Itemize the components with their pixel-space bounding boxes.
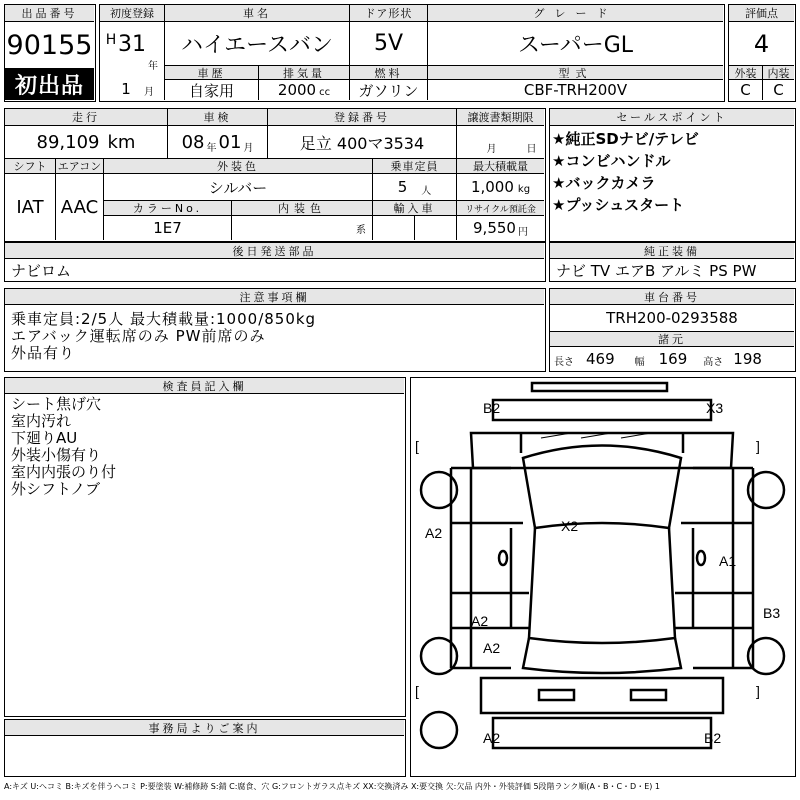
office-panel bbox=[4, 719, 406, 777]
mileage: 89,109 bbox=[36, 131, 100, 153]
mark-front-bumper-label: B2 bbox=[483, 400, 501, 416]
office-header: 事務局よりご案内 bbox=[5, 720, 404, 736]
later-parts-header: 後日発送部品 bbox=[5, 243, 544, 259]
mark-rear-right-label: B2 bbox=[704, 730, 722, 746]
first-reg-label: 初度登録 bbox=[100, 5, 164, 22]
vehicle-info-panel bbox=[99, 4, 725, 102]
roof bbox=[529, 528, 675, 643]
import-label: 輸入車 bbox=[372, 200, 456, 216]
color-no: 1E7 bbox=[103, 216, 231, 240]
inspector-line: 室内内張のり付 bbox=[11, 463, 117, 481]
genuine-equipment-value: ナビ TV エアB アルミ PS PW bbox=[556, 261, 757, 280]
inspector-panel bbox=[4, 377, 406, 717]
lot-number: 90155 bbox=[6, 29, 93, 61]
era-letter: H bbox=[105, 32, 117, 48]
genuine-equipment-header: 純正装備 bbox=[550, 243, 794, 259]
inspection-year-unit: 年 bbox=[206, 142, 217, 154]
inspection-month: 01 bbox=[218, 131, 242, 153]
grade-label: グレード bbox=[427, 5, 723, 22]
car-name: ハイエースバン bbox=[164, 22, 349, 65]
first-listing-badge: 初出品 bbox=[5, 68, 94, 100]
int-color-label: 内装色 bbox=[231, 200, 372, 216]
max-load-label: 最大積載量 bbox=[456, 158, 544, 174]
spare-wheel bbox=[421, 712, 457, 748]
capacity-label: 乗車定員 bbox=[372, 158, 456, 174]
color-no-label: カラーNo. bbox=[103, 200, 231, 216]
fuel: ガソリン bbox=[349, 80, 427, 100]
bracket-right-top: ] bbox=[756, 438, 760, 454]
sales-point: ★コンビハンドル bbox=[552, 152, 671, 170]
sales-points-list bbox=[552, 128, 699, 216]
shift: IAT bbox=[16, 196, 44, 218]
sales-points-header: セールスポイント bbox=[550, 109, 794, 126]
model: CBF-TRH200V bbox=[427, 80, 723, 100]
vehicle-diagram bbox=[410, 377, 796, 777]
ext-color-label: 外装色 bbox=[103, 158, 372, 174]
score-panel bbox=[728, 4, 796, 102]
mirror-right bbox=[697, 551, 705, 565]
dims-header: 諸元 bbox=[550, 331, 794, 347]
legend: A:キズ U:ヘコミ B:キズを伴うヘコミ P:要塗装 W:補修跡 S:錆 C:腐食、穴 G:フロントガラス点キズ XX:交換済み X:要交換 欠:欠品 内外・外装評価 5段階ランク順(A・B・C・D・E) 1 bbox=[4, 782, 661, 791]
max-load: 1,000 bbox=[470, 178, 514, 196]
notes-list bbox=[11, 311, 316, 362]
notes-panel bbox=[4, 288, 546, 372]
inspector-header: 検査員記入欄 bbox=[5, 378, 404, 394]
sales-point: ★バックカメラ bbox=[552, 174, 656, 192]
rear-lamp-left bbox=[539, 690, 574, 700]
displacement-label: 排気量 bbox=[258, 65, 349, 80]
mark-right-door-label: A1 bbox=[719, 553, 737, 569]
reg-no: 足立 400マ3534 bbox=[267, 126, 456, 158]
ac-label: エアコン bbox=[55, 158, 103, 174]
lot-number-label: 出品番号 bbox=[5, 5, 94, 22]
interior-grade: C bbox=[762, 80, 794, 100]
left-side-lines bbox=[451, 523, 529, 628]
capacity-unit: 人 bbox=[421, 185, 432, 197]
later-parts-panel bbox=[4, 242, 546, 282]
month-unit: 月 bbox=[144, 86, 154, 98]
reg-no-label: 登録番号 bbox=[267, 109, 456, 126]
capacity: 5 bbox=[397, 178, 408, 196]
inspector-list bbox=[11, 396, 116, 498]
import-cell-1 bbox=[372, 216, 414, 240]
first-reg-year: 31 bbox=[118, 31, 146, 57]
first-reg-month: 1 bbox=[121, 80, 131, 98]
mark-left-rear-label: A2 bbox=[471, 613, 489, 629]
mark-front-right-label: X3 bbox=[706, 400, 724, 416]
left-side bbox=[451, 468, 511, 668]
sales-point: ★純正SDナビ/テレビ bbox=[552, 130, 699, 148]
recycle-label: リサイクル預託金 bbox=[456, 200, 544, 216]
mirror-left bbox=[499, 551, 507, 565]
displacement: 2000 bbox=[277, 81, 317, 99]
note-line: 外品有り bbox=[11, 344, 76, 362]
model-label: 型式 bbox=[427, 65, 723, 80]
int-color-suffix: 系 bbox=[356, 224, 366, 236]
mark-rear-bumper-label: A2 bbox=[483, 730, 501, 746]
height-label: 高さ bbox=[703, 357, 724, 368]
chassis-header: 車台番号 bbox=[550, 289, 794, 305]
transfer-month-unit: 月 bbox=[486, 143, 497, 155]
roof-top-bar bbox=[532, 383, 667, 391]
notes-header: 注意事項欄 bbox=[5, 289, 544, 305]
mark-rear-window-label: A2 bbox=[483, 640, 501, 656]
door-type: 5V bbox=[349, 22, 427, 65]
interior-label: 内装 bbox=[762, 65, 794, 80]
inspection-label: 車検 bbox=[167, 109, 267, 126]
note-line: エアバック運転席のみ PW前席のみ bbox=[11, 327, 266, 345]
inspector-line: 外シフトノブ bbox=[11, 480, 101, 498]
width-label: 幅 bbox=[634, 357, 645, 368]
import-cell-2 bbox=[414, 216, 456, 240]
specs-panel bbox=[4, 108, 546, 242]
score: 4 bbox=[753, 29, 770, 58]
bracket-right-bottom: ] bbox=[756, 683, 760, 699]
door-label: ドア形状 bbox=[349, 5, 427, 22]
genuine-equipment-panel bbox=[549, 242, 796, 282]
windshield bbox=[523, 446, 681, 529]
mark-right-rear-label: B3 bbox=[763, 605, 781, 621]
history: 自家用 bbox=[164, 80, 258, 100]
right-side-lines bbox=[675, 523, 753, 628]
car-name-label: 車名 bbox=[164, 5, 349, 22]
history-label: 車歴 bbox=[164, 65, 258, 80]
exterior-grade: C bbox=[740, 81, 751, 99]
bracket-left-bottom: [ bbox=[415, 683, 419, 699]
score-label: 評価点 bbox=[729, 5, 794, 22]
sales-points-panel bbox=[549, 108, 796, 242]
ac: AAC bbox=[55, 174, 103, 240]
bracket-left-top: [ bbox=[415, 438, 419, 454]
fuel-label: 燃料 bbox=[349, 65, 427, 80]
shift-label: シフト bbox=[5, 158, 55, 174]
chassis-panel bbox=[549, 288, 796, 372]
rear-panel bbox=[481, 678, 723, 713]
van-outline bbox=[411, 378, 794, 775]
later-parts-value: ナビロム bbox=[11, 261, 72, 280]
inspection-month-unit: 月 bbox=[243, 142, 254, 154]
inspection-year: 08 bbox=[181, 131, 205, 153]
width: 169 bbox=[658, 349, 688, 368]
inspector-line: 下廻りAU bbox=[11, 429, 78, 447]
mark-windshield-label: X2 bbox=[561, 518, 579, 534]
mark-left-front-label: A2 bbox=[425, 525, 443, 541]
front-bumper bbox=[493, 400, 711, 420]
displacement-unit: cc bbox=[319, 86, 331, 98]
rear-bumper bbox=[493, 718, 711, 748]
front-vents bbox=[521, 433, 683, 453]
lot-number-panel bbox=[4, 4, 96, 102]
length-label: 長さ bbox=[554, 357, 574, 368]
ext-color: シルバー bbox=[103, 174, 372, 200]
chassis-number: TRH200-0293588 bbox=[606, 309, 738, 327]
front-panel bbox=[471, 433, 733, 468]
recycle: 9,550 bbox=[473, 219, 516, 237]
inspector-line: シート焦げ穴 bbox=[11, 395, 102, 413]
note-line: 乗車定員:2/5人 最大積載量:1000/850kg bbox=[11, 310, 317, 328]
year-unit: 年 bbox=[148, 60, 158, 72]
max-load-unit: kg bbox=[517, 183, 531, 195]
sales-point: ★プッシュスタート bbox=[552, 196, 685, 214]
length: 469 bbox=[586, 349, 615, 368]
mileage-label: 走行 bbox=[5, 109, 167, 126]
transfer-day-unit: 日 bbox=[526, 143, 537, 155]
height: 198 bbox=[733, 349, 762, 368]
grade: スーパーGL bbox=[427, 22, 723, 65]
inspector-line: 室内汚れ bbox=[11, 412, 72, 430]
recycle-unit: 円 bbox=[517, 226, 528, 238]
rear-lamp-right bbox=[631, 690, 666, 700]
exterior-label: 外装 bbox=[729, 65, 762, 80]
mileage-unit: km bbox=[107, 131, 136, 153]
transfer-label: 譲渡書類期限 bbox=[456, 109, 544, 126]
inspector-line: 外装小傷有り bbox=[11, 446, 102, 464]
